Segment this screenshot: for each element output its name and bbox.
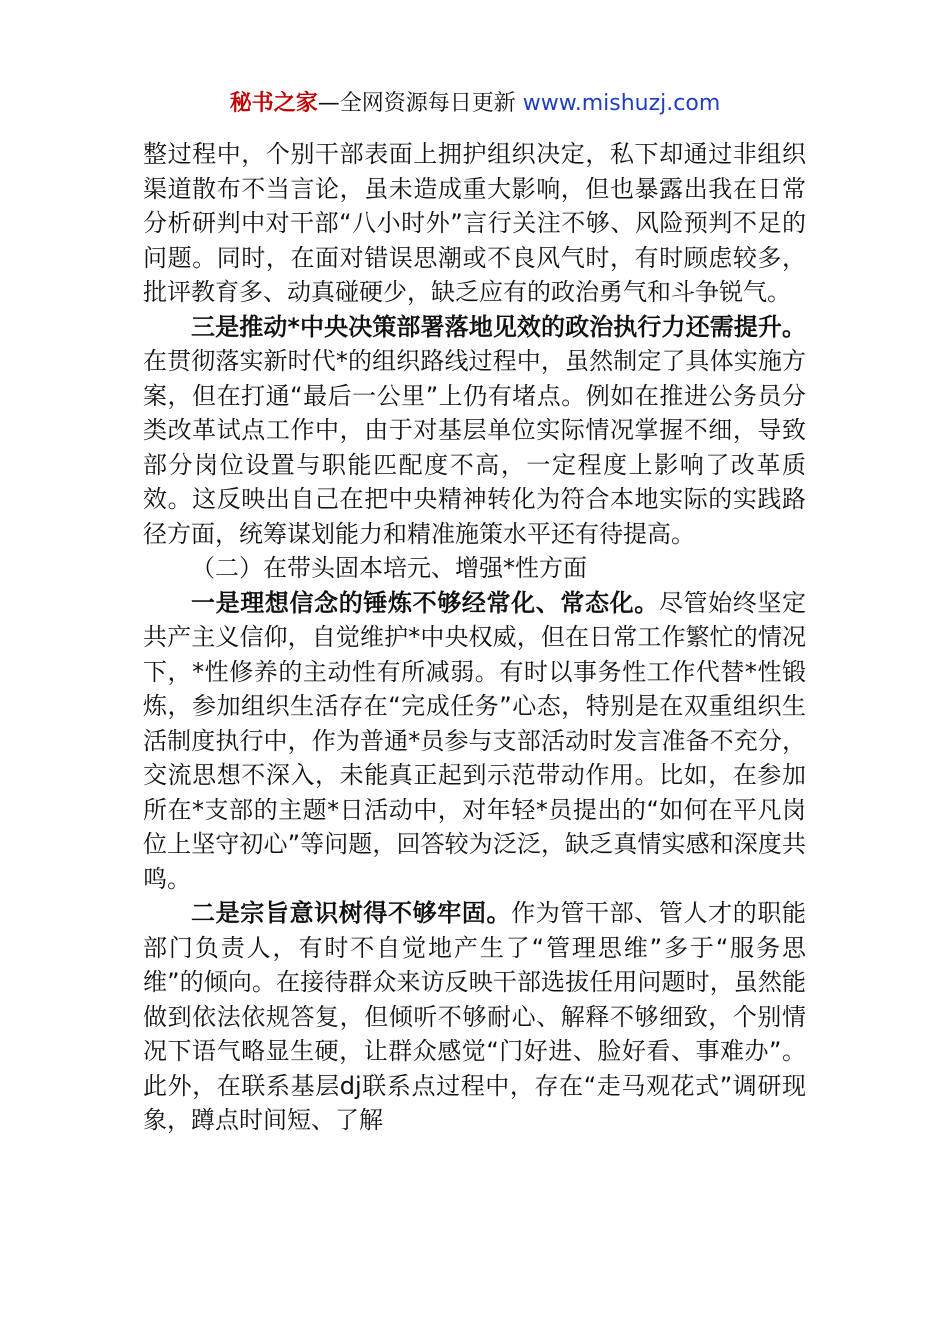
site-brand: 秘书之家: [229, 91, 318, 116]
paragraph-text: 在贯彻落实新时代*的组织路线过程中，虽然制定了具体实施方案，但在打通“最后一公里”上仍有堵点。例如在推进公务员分类改革试点工作中，由于对基层单位实际情况掌握不细，导致部分岗位设置与职能匹配度不高，一定程度上影响了改革质效。这反映出自己在把中央精神转化为符合本地实际的实践路径方面，统筹谋划能力和精准施策水平还有待提高。: [143, 347, 806, 548]
paragraph-1: [143, 137, 806, 310]
paragraph-text: 整过程中，个别干部表面上拥护组织决定，私下却通过非组织渠道散布不当言论，虽未造成重大影响，但也暴露出我在日常分析研判中对干部“八小时外”言行关注不够、风险预判不足的问题。同时，在面对错误思潮或不良风气时，有时顾虑较多，批评教育多、动真碰硬少，缺乏应有的政治勇气和斗争锐气。: [143, 140, 806, 306]
document-body: [143, 137, 806, 1138]
paragraph-lead: 一是理想信念的锤炼不够经常化、常态化。: [191, 588, 659, 617]
site-header: [0, 88, 950, 120]
paragraph-text: 作为管干部、管人才的职能部门负责人，有时不自觉地产生了“管理思维”多于“服务思维”的倾向。在接待群众来访反映干部选拔任用问题时，虽然能做到依法依规答复，但倾听不够耐心、解释不够细致，个别情况下语气略显生硬，让群众感觉“门好进、脸好看、事难办”。此外，在联系基层dj联系点过程中，存在“走马观花式”调研现象，蹲点时间短、了解: [143, 899, 806, 1134]
paragraph-text: 尽管始终坚定共产主义信仰，自觉维护*中央权威，但在日常工作繁忙的情况下，*性修养的主动性有所减弱。有时以事务性工作代替*性锻炼，参加组织生活存在“完成任务”心态，特别是在双重组织生活制度执行中，作为普通*员参与支部活动时发言准备不充分，交流思想不深入，未能真正起到示范带动作用。比如，在参加所在*支部的主题*日活动中，对年轻*员提出的“如何在平凡岗位上坚守初心”等问题，回答较为泛泛，缺乏真情实感和深度共鸣。: [143, 588, 806, 893]
paragraph-4: [143, 896, 806, 1138]
paragraph-2: [143, 310, 806, 552]
section-heading-text: （二）在带头固本培元、增强*性方面: [191, 554, 587, 582]
site-url-link[interactable]: www.mishuzj.com: [522, 91, 721, 116]
paragraph-lead: 二是宗旨意识树得不够牢固。: [191, 899, 512, 927]
paragraph-lead: 三是推动*中央决策部署落地见效的政治执行力还需提升。: [191, 312, 806, 341]
paragraph-3: [143, 586, 806, 897]
site-tagline: —全网资源每日更新: [317, 91, 523, 116]
section-heading: [143, 551, 806, 586]
